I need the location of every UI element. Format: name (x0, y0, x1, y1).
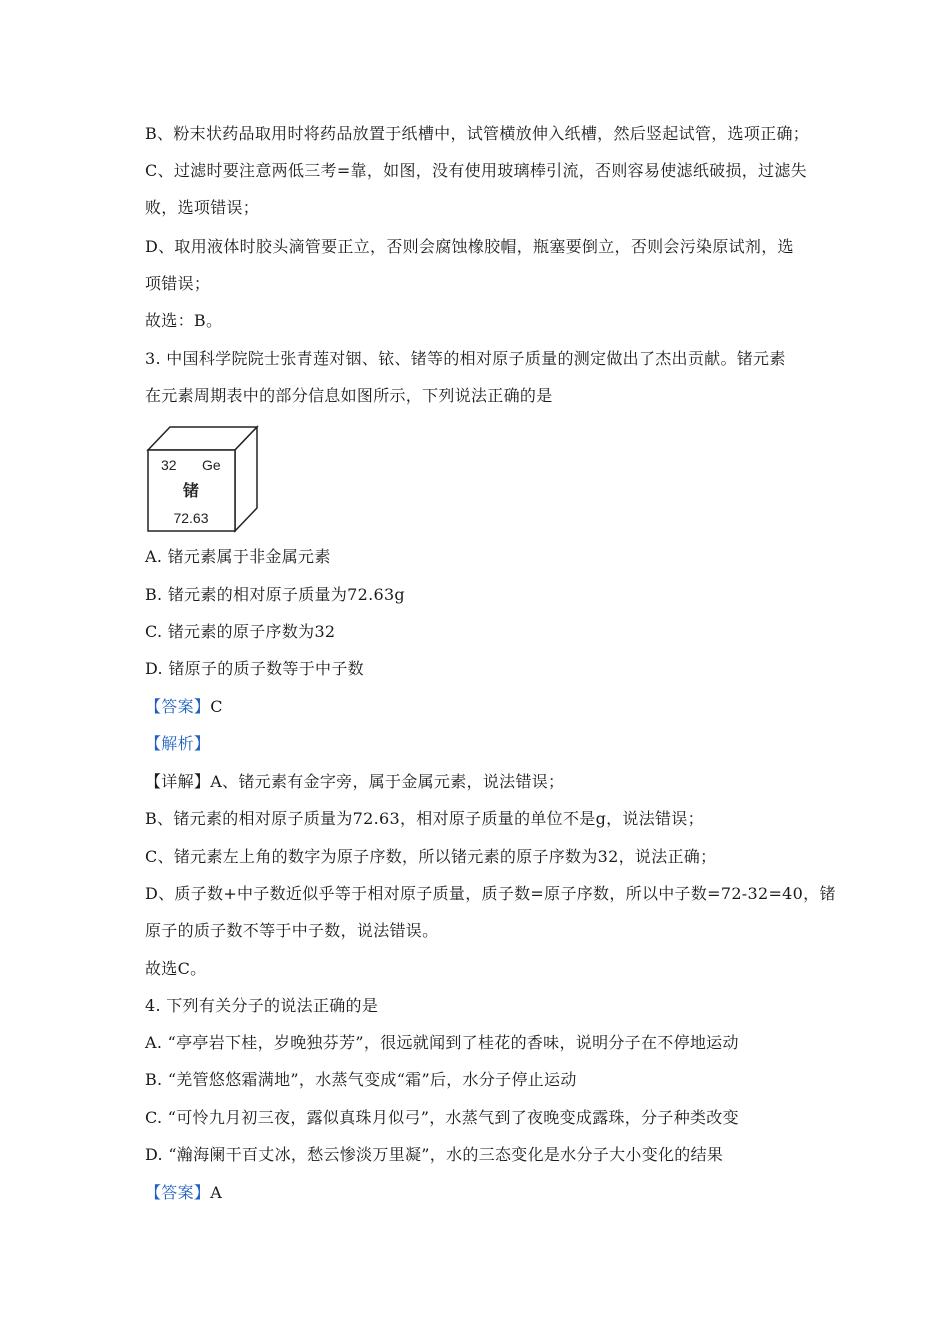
element-name: 锗 (182, 483, 200, 500)
q3-answer (145, 696, 223, 718)
q4-option-d: D. “瀚海阑干百丈冰，愁云惨淡万里凝”，水的三态变化是水分子大小变化的结果 (145, 1145, 724, 1164)
answer-tag: 【答案】 (145, 697, 211, 716)
text-line: C、过滤时要注意两低三考=靠，如图，没有使用玻璃棒引流，否则容易使滤纸破损，过滤失 (145, 161, 807, 180)
question-3-stem-cont: 在元素周期表中的部分信息如图所示，下列说法正确的是 (145, 386, 553, 405)
q4-option-a: A. “亭亭岩下桂，岁晚独芬芳”，很远就闻到了桂花的香味，说明分子在不停地运动 (145, 1033, 739, 1052)
element-symbol: Ge (202, 457, 221, 473)
q3-analysis-heading (145, 733, 210, 755)
q3-detail-line: B、锗元素的相对原子质量为72.63，相对原子质量的单位不是g，说法错误； (145, 809, 704, 828)
element-atomic-mass: 72.63 (173, 510, 209, 526)
question-4-stem: 4. 下列有关分子的说法正确的是 (145, 996, 379, 1015)
q3-detail-line: C、锗元素左上角的数字为原子序数，所以锗元素的原子序数为32，说法正确； (145, 847, 717, 866)
answer-value: A (210, 1183, 223, 1202)
q4-answer (145, 1182, 222, 1204)
q3-conclusion: 故选C。 (145, 959, 207, 978)
q3-option-b: B. 锗元素的相对原子质量为72.63g (145, 585, 405, 604)
question-3-stem: 3. 中国科学院院士张青莲对铟、铱、锗等的相对原子质量的测定做出了杰出贡献。锗元素 (145, 349, 786, 368)
element-atomic-number: 32 (161, 457, 177, 473)
q4-option-c: C. “可怜九月初三夜，露似真珠月似弓”，水蒸气到了夜晚变成露珠，分子种类改变 (145, 1108, 739, 1127)
detail-text: A、锗元素有金字旁，属于金属元素，说法错误； (210, 772, 565, 791)
q3-detail-line: D、质子数+中子数近似乎等于相对原子质量，质子数=原子序数，所以中子数=72-32=40，锗 (145, 884, 836, 903)
q3-detail-line (145, 771, 564, 793)
analysis-tag: 【解析】 (145, 734, 211, 753)
q4-option-b: B. “羌管悠悠霜满地”，水蒸气变成“霜”后，水分子停止运动 (145, 1070, 577, 1089)
q3-option-c: C. 锗元素的原子序数为32 (145, 622, 336, 641)
q3-option-a: A. 锗元素属于非金属元素 (145, 547, 331, 566)
germanium-element-cube (145, 424, 260, 534)
detail-tag: 【详解】 (145, 772, 211, 791)
answer-tag: 【答案】 (145, 1183, 211, 1202)
text-line: 项错误； (145, 274, 211, 293)
text-line: 故选：B。 (145, 311, 223, 330)
answer-value: C (210, 697, 223, 716)
text-line: B、粉末状药品取用时将药品放置于纸槽中，试管横放伸入纸槽，然后竖起试管，选项正确； (145, 124, 810, 143)
q3-option-d: D. 锗原子的质子数等于中子数 (145, 659, 364, 678)
q3-detail-line: 原子的质子数不等于中子数，说法错误。 (145, 921, 439, 940)
text-line: D、取用液体时胶头滴管要正立，否则会腐蚀橡胶帽，瓶塞要倒立，否则会污染原试剂，选 (145, 237, 794, 256)
text-line: 败，选项错误； (145, 198, 260, 217)
